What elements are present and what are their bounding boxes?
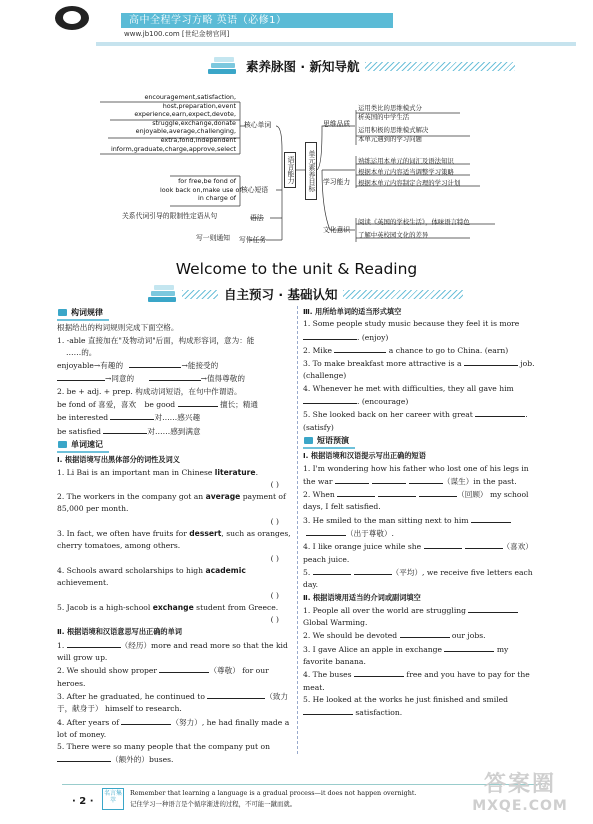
answer-blank[interactable] (207, 690, 265, 699)
rule-1-example-row (57, 359, 293, 372)
url-text: www.jb100.com (124, 30, 180, 38)
url-note: [世纪金榜官网] (181, 30, 230, 38)
goal-label-thinking: 思维品质 (323, 120, 351, 128)
answer-blank[interactable] (149, 372, 201, 381)
exercise-item: 3. To make breakfast more attractive is a job. (challenge) (303, 359, 535, 381)
phrase-line: for free,be fond of (178, 177, 236, 185)
answer-blank[interactable] (103, 425, 147, 434)
answer-blank[interactable] (354, 566, 392, 575)
answer-blank[interactable] (465, 540, 503, 549)
mindmap-lines (0, 90, 593, 250)
goal-item: 根据本单元内容适当调整学习策略 (358, 168, 454, 176)
example-text: 对……感到满意 (147, 426, 201, 436)
unit-title: Welcome to the unit & Reading (175, 260, 418, 278)
phrase-preview-tag: 短语预演 (303, 435, 355, 449)
goal-item: 析英国的中学生活 (358, 112, 410, 121)
instruction: 根据给出的构词规则完成下面空格。 (57, 323, 179, 333)
header-url (124, 29, 229, 39)
rule-1-cont: ……的。 (66, 347, 97, 357)
publisher-logo-icon (55, 6, 89, 30)
exercise-item: 5. He looked at the works he just finished and smiled satisfaction. (303, 694, 508, 718)
rule-1: 1. -able 直接加在"及物动词"后面，构成形容词，意为：能 (57, 335, 255, 345)
exercise-item: 3. I gave Alice an apple in exchange my favorite banana. (303, 644, 509, 667)
answer-blank[interactable] (334, 344, 386, 353)
watermark-line: 答案圈 (483, 772, 556, 797)
column-divider (297, 306, 298, 754)
example-text: →同意的 (105, 374, 135, 384)
core-phrases (160, 177, 242, 203)
answer-blank[interactable] (424, 540, 462, 549)
example-text: 对……感兴趣 (154, 413, 201, 423)
exercise-item: 3. After he graduated, he continued to （致力于，献身于） himself to research. (57, 691, 289, 714)
section-heading: Ⅲ. 用所给单词的适当形式填空 (303, 307, 402, 316)
word-memo-tag: 单词速记 (57, 439, 109, 453)
exercise-item: 1. Some people study music because they feel it is more . (enjoy) (303, 319, 520, 342)
answer-blank[interactable] (57, 372, 105, 381)
exercise-item: 5. Jacob is a high-school exchange student from Greece. (57, 602, 279, 612)
exercise-item: 2. Mike a chance to go to China. (earn) (303, 345, 509, 355)
exercise-item: 2. We should be devoted our jobs. (303, 631, 486, 641)
exercise-item: 4. After years of （努力）, he had finally made a lot of money. (57, 717, 290, 739)
watermark-line: MXQE.COM (472, 798, 568, 814)
core-phrases-label: 核心短语 (241, 186, 269, 194)
footer-quote-en: Remember that learning a language is a gradual process—it does not happen overnight. (130, 789, 417, 797)
goal-items-learning (358, 156, 460, 189)
answer-blank[interactable] (354, 668, 404, 677)
answer-blank[interactable] (400, 629, 450, 638)
goal-item: 了解中英校园文化的差异 (358, 231, 429, 239)
answer-blank[interactable] (57, 753, 111, 762)
footer-quote-cn: 记住学习一种语言是个循序渐进的过程，不可能一蹴而就。 (130, 800, 297, 808)
answer-blank[interactable] (419, 488, 457, 497)
exercise-item: 3. In fact, we often have fruits for dessert, such as oranges, cherry tomatoes, among others. (57, 529, 291, 551)
words-line: inform,graduate,charge,approve,select (110, 144, 236, 153)
exercise-item: 1. People all over the world are struggling Global Warming. (303, 604, 539, 630)
language-ability-box: 语言能力 (284, 152, 296, 188)
answer-paren[interactable]: ( ) (270, 516, 279, 526)
answer-blank[interactable] (67, 639, 121, 648)
core-words (100, 93, 236, 153)
answer-blank[interactable] (337, 488, 375, 497)
phrase-line: in charge of (197, 194, 236, 203)
exercise-item: 2. When （回顾） my school days, I felt satisfied. (303, 490, 529, 512)
page-number: · 2 · (72, 796, 94, 807)
example-text: 擅长；精通 (220, 400, 258, 410)
keyword: average (205, 492, 241, 502)
example-text: enjoyable→有趣的 (57, 361, 124, 371)
answer-blank[interactable] (303, 331, 357, 340)
exercise-item: 2. The workers in the company got an average payment of 85,000 per month. (57, 492, 286, 514)
example-text: be interested (57, 413, 109, 423)
answer-blank[interactable] (409, 475, 443, 484)
example-text: →值得尊敬的 (200, 374, 245, 384)
exercise-item: 4. Whenever he met with difficulties, they all gave him . (encourage) (303, 383, 514, 407)
example-text: →能接受的 (181, 361, 219, 371)
exercise-item: 1. （经历）more and read more so that the kid will grow up. (57, 640, 288, 663)
exercise-item: 4. I like orange juice while she （喜欢）peach juice. (303, 542, 533, 564)
exercise-item: 5. There were so many people that the company put on （额外的）buses. (57, 742, 270, 765)
word-formation-tag: 构词规律 (57, 307, 109, 321)
keyword: academic (205, 565, 246, 575)
answer-blank[interactable] (475, 408, 525, 417)
exercise-item: 1. Li Bai is an important man in Chinese literature. (57, 467, 258, 477)
answer-blank[interactable] (335, 475, 369, 484)
rule-2-example-row (57, 398, 293, 411)
keyword: exchange (152, 602, 194, 612)
goal-item: 运用积极的思维模式解决 (358, 126, 429, 135)
words-line: host,preparation,event (162, 101, 236, 110)
answer-blank[interactable] (159, 664, 209, 673)
exercise-item: 3. He smiled to the man sitting next to him （出于尊敬）. (303, 514, 539, 541)
phrase-line: look back on,make use of (160, 185, 242, 194)
section-heading: Ⅰ. 根据语境写出黑体部分的词性及词义 (57, 455, 180, 465)
words-line: experience,earn,expect,devote, (134, 110, 236, 119)
section-heading: Ⅰ. 根据语境和汉语提示写出正确的短语 (303, 451, 426, 461)
words-line: extra,fond,independent (160, 135, 236, 144)
header-strip (96, 42, 576, 46)
keyword: dessert (189, 529, 222, 539)
answer-blank[interactable] (464, 357, 518, 366)
grammar-label: 语法 (250, 214, 264, 222)
answer-paren[interactable]: ( ) (270, 553, 279, 563)
goal-item: 运用类比的思维模式分 (358, 104, 422, 112)
keyword: literature (214, 467, 256, 477)
goal-item: 根据本单元内容制定合理的学习计划 (358, 179, 461, 187)
answer-blank[interactable] (303, 395, 357, 404)
answer-blank[interactable] (110, 411, 154, 420)
banner-hatch (182, 290, 218, 299)
answer-paren[interactable]: ( ) (270, 615, 279, 625)
goal-label-learning: 学习能力 (323, 178, 351, 186)
exercise-item: 4. The buses free and you have to pay for the meat. (303, 670, 530, 692)
banner-hatch (343, 290, 463, 299)
example-text: be fond of 喜爱，喜欢 (57, 400, 137, 410)
answer-blank[interactable] (303, 706, 353, 715)
exercise-item: 5. （平均）, we receive five letters each day. (303, 567, 533, 590)
answer-blank[interactable] (178, 398, 218, 407)
answer-paren[interactable]: ( ) (270, 590, 279, 600)
answer-blank[interactable] (372, 475, 406, 484)
banner-hatch (365, 62, 515, 71)
right-column (303, 306, 539, 720)
words-line: struggle,exchange,donate (152, 118, 236, 127)
example-text: be satisfied (57, 426, 101, 436)
goal-label-culture: 文化意识 (323, 226, 351, 234)
section-heading: Ⅱ. 根据语境和汉语意思写出正确的单词 (57, 627, 182, 637)
section-heading: Ⅱ. 根据语境用适当的介词或副词填空 (303, 592, 421, 602)
answer-blank[interactable] (444, 643, 494, 652)
rule-2-example-row (57, 425, 293, 438)
page-header (0, 0, 593, 46)
books-icon (206, 56, 240, 76)
grammar-text: 关系代词引导的限制性定语从句 (122, 212, 218, 220)
mindmap-banner (206, 56, 515, 76)
mindmap (0, 90, 593, 250)
unit-goals-box: 单元素养目标 (305, 142, 317, 200)
preview-title: 自主预习 · 基础认知 (224, 287, 338, 302)
answer-paren[interactable]: ( ) (270, 479, 279, 489)
answer-blank[interactable] (471, 514, 511, 523)
example-text: be good (144, 400, 176, 410)
words-line: enjoyable,average,challenging, (135, 127, 236, 136)
answer-blank[interactable] (468, 604, 518, 613)
answer-blank[interactable] (378, 488, 416, 497)
books-icon (146, 284, 180, 304)
goal-items-thinking (358, 104, 428, 143)
header-title: 高中全程学习方略 英语（必修1） (121, 13, 393, 28)
answer-blank[interactable] (121, 716, 171, 725)
exercise-item: 2. We should show proper （尊敬） for our heroes. (57, 666, 269, 688)
answer-blank[interactable] (129, 359, 181, 368)
words-line: encouragement,satisfaction, (144, 93, 236, 101)
answer-blank[interactable] (306, 527, 346, 536)
answer-blank[interactable] (313, 566, 351, 575)
watermark (460, 772, 580, 820)
exercise-item: 1. I'm wondering how his father who lost one of his legs in the war （谋生）in the past. (303, 463, 529, 486)
rule-1-example-row (57, 372, 293, 385)
goal-item: 熟练运用本单元的词汇及语法知识 (358, 157, 454, 165)
exercise-item: 4. Schools award scholarships to high academic achievement. (57, 565, 246, 588)
goal-items-culture (358, 216, 470, 242)
core-words-label: 核心单词 (244, 121, 272, 129)
writing-text: 写一则通知 (196, 234, 230, 242)
quote-badge: 名言集萃 (102, 788, 124, 810)
rule-2: 2. be + adj. + prep. 构成动词短语，在句中作谓语。 (57, 386, 242, 396)
rule-2-example-row (57, 411, 293, 424)
mindmap-title: 素养脉图 · 新知导航 (246, 59, 360, 74)
preview-banner (146, 284, 463, 304)
writing-label: 写作任务 (239, 236, 267, 244)
exercise-item: 5. She looked back on her career with great . (satisfy) (303, 410, 528, 432)
goal-item: 本单元遇到的学习问题 (358, 134, 422, 143)
goal-item: 阅读《英国的学校生活》，体味语言特色 (358, 218, 470, 226)
left-column (57, 306, 293, 767)
